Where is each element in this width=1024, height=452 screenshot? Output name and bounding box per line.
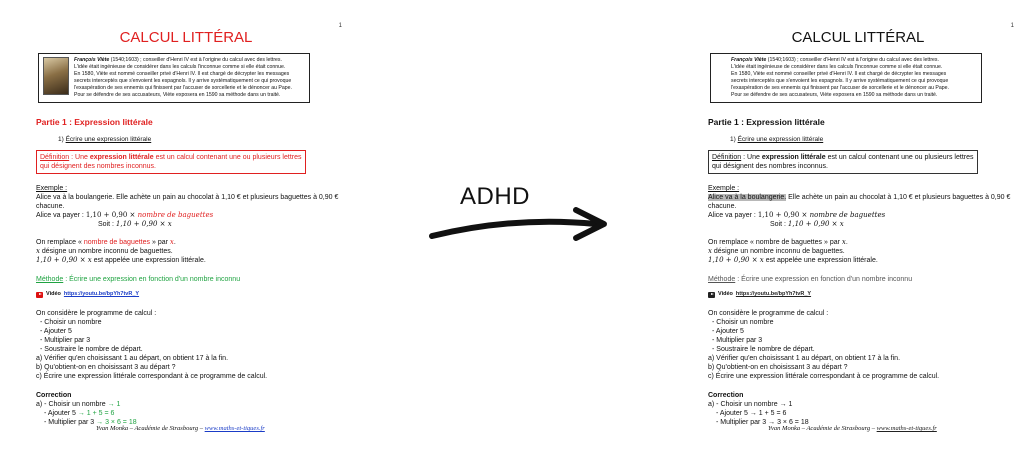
- formula-words: nombre de baguettes: [137, 211, 214, 219]
- example-block: [708, 184, 1011, 265]
- method-label: Méthode: [708, 276, 736, 283]
- example-block: [36, 184, 339, 265]
- formula-words: nombre de baguettes: [809, 211, 886, 219]
- viete-portrait: [43, 57, 69, 95]
- correction-result: → 3 × 6 = 18: [96, 419, 137, 426]
- correction-line: [36, 400, 336, 409]
- variable-x: x: [36, 247, 40, 255]
- program-step: - Multiplier par 3: [40, 337, 91, 344]
- definition-sep: : Une: [741, 154, 762, 161]
- bio-line: Pour se défendre de ses accusateurs, Viète exposera en 1590 sa méthode dans un traité.: [74, 92, 281, 98]
- program-step: - Soustraire le nombre de départ.: [712, 346, 815, 353]
- correction-result: → 1 + 5 = 6: [749, 410, 787, 417]
- question: c) Écrire une expression littérale correspondant à ce programme de calcul.: [708, 373, 940, 380]
- example-line: [36, 256, 336, 265]
- example-line: chacune.: [36, 203, 65, 210]
- page-number: 1: [1010, 23, 1014, 29]
- page-number: 1: [338, 23, 342, 29]
- formula: 1,10 + 0,90 × x: [787, 220, 844, 228]
- bio-line: En 1580, Viète est nommé conseiller privé d'Henri IV. Il est chargé de décrypter les messages: [74, 71, 290, 77]
- example-line: [708, 211, 1008, 220]
- formula: 1,10 + 0,90 × x: [115, 220, 172, 228]
- program-block: [708, 309, 1008, 381]
- formula: 1,10 + 0,90 ×: [757, 211, 810, 219]
- correction-block: [708, 391, 1008, 427]
- program-step: - Soustraire le nombre de départ.: [40, 346, 143, 353]
- program-step: - Ajouter 5: [712, 328, 744, 335]
- bio-line: l'exaspération de ses ennemis qui finissent par l'accuser de sorcellerie et le dénoncer au Pape.: [74, 85, 292, 91]
- bio-name: François Viète: [74, 57, 110, 63]
- formula: 1,10 + 0,90 ×: [85, 211, 138, 219]
- definition-box: [708, 150, 978, 174]
- video-play-icon[interactable]: [708, 292, 715, 298]
- example-text: » par: [150, 239, 170, 246]
- footer-text: Yvan Monka – Académie de Strasbourg –: [96, 425, 205, 432]
- example-line: [36, 211, 336, 220]
- example-text: désigne un nombre inconnu de baguettes.: [39, 248, 173, 255]
- correction-text: a) - Choisir un nombre: [708, 401, 780, 408]
- example-line: [708, 256, 1008, 265]
- correction-label: Correction: [708, 392, 744, 399]
- highlight-words: nombre de baguettes: [83, 239, 151, 246]
- example-text: Elle achète un pain au chocolat à 1,10 € et plusieurs baguettes à 0,90 €: [786, 194, 1011, 201]
- definition-box: [36, 150, 306, 174]
- video-label: Vidéo: [718, 291, 733, 297]
- formula: 1,10 + 0,90 × x: [36, 256, 92, 264]
- program-block: [36, 309, 336, 381]
- bio-line: secrets interceptés que s'envoient les espagnols. Il y arrive systématiquement ce qui provoque: [731, 78, 949, 84]
- example-text: On remplace «: [708, 239, 756, 246]
- sub-title: Écrire une expression littérale: [65, 136, 152, 143]
- example-label: Exemple :: [708, 185, 740, 192]
- correction-block: [36, 391, 336, 427]
- definition-rest: est un calcul contenant une ou plusieurs lettres qui désignent des nombres inconnus.: [712, 154, 974, 170]
- sub-heading: [730, 135, 1008, 144]
- video-link[interactable]: https://youtu.be/bpYh7tvR_Y: [63, 291, 140, 297]
- example-text: désigne un nombre inconnu de baguettes.: [711, 248, 845, 255]
- example-text: .: [845, 239, 848, 246]
- example-text: Soit :: [98, 221, 116, 228]
- program-step: - Multiplier par 3: [712, 337, 763, 344]
- program-intro: On considère le programme de calcul :: [708, 310, 829, 317]
- video-link[interactable]: https://youtu.be/bpYh7tvR_Y: [735, 291, 812, 297]
- bio-name: François Viète: [731, 57, 767, 63]
- example-text: On remplace «: [36, 239, 84, 246]
- question: b) Qu'obtient-on en choisissant 3 au départ ?: [36, 364, 176, 371]
- example-line: [36, 247, 336, 256]
- example-line: [708, 238, 1008, 247]
- correction-result: → 1: [779, 401, 793, 408]
- example-text: » par: [822, 239, 842, 246]
- program-step: - Choisir un nombre: [712, 319, 774, 326]
- video-link-row[interactable]: [708, 290, 1008, 299]
- variable-x: x: [841, 238, 846, 246]
- adhd-label: ADHD: [460, 183, 531, 210]
- question: a) Vérifier qu'en choisissant 1 au départ, on obtient 17 à la fin.: [36, 355, 229, 362]
- question: b) Qu'obtient-on en choisissant 3 au départ ?: [708, 364, 848, 371]
- program-intro: On considère le programme de calcul :: [36, 310, 157, 317]
- bio-line: l'exaspération de ses ennemis qui finissent par l'accuser de sorcellerie et le dénoncer au Pape.: [731, 85, 949, 91]
- highlight-words: nombre de baguettes: [755, 239, 823, 246]
- definition-label: Définition: [712, 154, 742, 161]
- page-footer: [768, 424, 937, 433]
- example-line: [770, 220, 1008, 229]
- variable-x: x: [169, 238, 174, 246]
- video-label: Vidéo: [46, 291, 61, 297]
- video-link-row[interactable]: [36, 290, 336, 299]
- program-step: - Ajouter 5: [40, 328, 72, 335]
- bio-line: secrets interceptés que s'envoient les espagnols. Il y arrive systématiquement ce qui provoque: [74, 78, 292, 84]
- correction-text: - Multiplier par 3: [44, 419, 97, 426]
- example-text: Alice va payer :: [36, 212, 86, 219]
- method-text: : Écrire une expression en fonction d'un nombre inconnu: [735, 276, 913, 283]
- example-line: [98, 220, 336, 229]
- example-text: Soit :: [770, 221, 788, 228]
- correction-result: → 1 + 5 = 6: [77, 410, 115, 417]
- example-text: est appelée une expression littérale.: [763, 257, 878, 264]
- page-footer: [96, 424, 265, 433]
- correction-text: - Multiplier par 3: [716, 419, 769, 426]
- definition-label: Définition: [40, 154, 70, 161]
- example-label: Exemple :: [36, 185, 68, 192]
- correction-result: → 1: [107, 401, 121, 408]
- question: c) Écrire une expression littérale correspondant à ce programme de calcul.: [36, 373, 268, 380]
- example-text: Elle achète un pain au chocolat à 1,10 € et plusieurs baguettes à 0,90 €: [114, 194, 339, 201]
- example-line: [708, 247, 1008, 256]
- correction-label: Correction: [36, 392, 72, 399]
- sub-number: 1): [730, 136, 736, 143]
- question: a) Vérifier qu'en choisissant 1 au départ, on obtient 17 à la fin.: [708, 355, 901, 362]
- transform-arrow-icon: [424, 180, 614, 260]
- program-step: - Choisir un nombre: [40, 319, 102, 326]
- bio-box: [38, 53, 310, 103]
- definition-term: expression littérale: [89, 154, 154, 161]
- example-line: chacune.: [708, 203, 737, 210]
- correction-result: → 3 × 6 = 18: [768, 419, 809, 426]
- correction-line: [716, 409, 1008, 418]
- example-text: est appelée une expression littérale.: [91, 257, 206, 264]
- correction-text: a) - Choisir un nombre: [36, 401, 108, 408]
- page-title: CALCUL LITTÉRAL: [791, 29, 925, 46]
- bio-line: Pour se défendre de ses accusateurs, Viète exposera en 1590 sa méthode dans un traité.: [731, 92, 938, 98]
- bio-line: (1540;1603) ; conseiller d'Henri IV est à l'origine du calcul avec des lettres.: [109, 57, 282, 63]
- bio-text: [74, 57, 292, 99]
- method-text: : Écrire une expression en fonction d'un nombre inconnu: [63, 276, 241, 283]
- bio-line: (1540;1603) ; conseiller d'Henri IV est à l'origine du calcul avec des lettres.: [766, 57, 939, 63]
- highlighted-sentence: Alice va à la boulangerie.: [708, 194, 787, 201]
- example-text: Alice va à la boulangerie.: [36, 194, 115, 201]
- correction-line: [44, 409, 336, 418]
- bio-line: En 1580, Viète est nommé conseiller privé d'Henri IV. Il est chargé de décrypter les messages: [731, 71, 947, 77]
- part-heading: Partie 1 : Expression littérale: [708, 117, 825, 127]
- definition-rest: est un calcul contenant une ou plusieurs lettres qui désignent des nombres inconnus.: [40, 154, 302, 170]
- footer-link[interactable]: www.maths-et-tiques.fr: [204, 425, 265, 432]
- correction-line: [708, 400, 1008, 409]
- example-line: [36, 193, 339, 202]
- sub-number: 1): [58, 136, 64, 143]
- bio-text: [731, 57, 961, 99]
- example-text: .: [173, 239, 176, 246]
- sub-heading: [58, 135, 336, 144]
- footer-link[interactable]: www.maths-et-tiques.fr: [876, 425, 937, 432]
- original-page: [36, 0, 342, 452]
- correction-text: - Ajouter 5: [716, 410, 750, 417]
- correction-text: - Ajouter 5: [44, 410, 78, 417]
- method-heading: [36, 275, 336, 284]
- bio-box: [710, 53, 982, 103]
- bio-line: L'idée était ingénieuse de considérer dans les calculs l'inconnue comme si elle était connue.: [74, 64, 286, 70]
- example-line: [708, 193, 1011, 202]
- method-label: Méthode: [36, 276, 64, 283]
- page-title: CALCUL LITTÉRAL: [119, 29, 253, 46]
- variable-x: x: [708, 247, 712, 255]
- method-heading: [708, 275, 1008, 284]
- part-heading: Partie 1 : Expression littérale: [36, 117, 153, 127]
- formula: 1,10 + 0,90 × x: [708, 256, 764, 264]
- example-line: [36, 238, 336, 247]
- bio-line: L'idée était ingénieuse de considérer dans les calculs l'inconnue comme si elle était connue.: [731, 64, 943, 70]
- footer-text: Yvan Monka – Académie de Strasbourg –: [768, 425, 877, 432]
- video-play-icon[interactable]: [36, 292, 43, 298]
- definition-term: expression littérale: [761, 154, 826, 161]
- sub-title: Écrire une expression littérale: [737, 136, 824, 143]
- definition-sep: : Une: [69, 154, 90, 161]
- adapted-page: [708, 0, 1014, 452]
- example-text: Alice va payer :: [708, 212, 758, 219]
